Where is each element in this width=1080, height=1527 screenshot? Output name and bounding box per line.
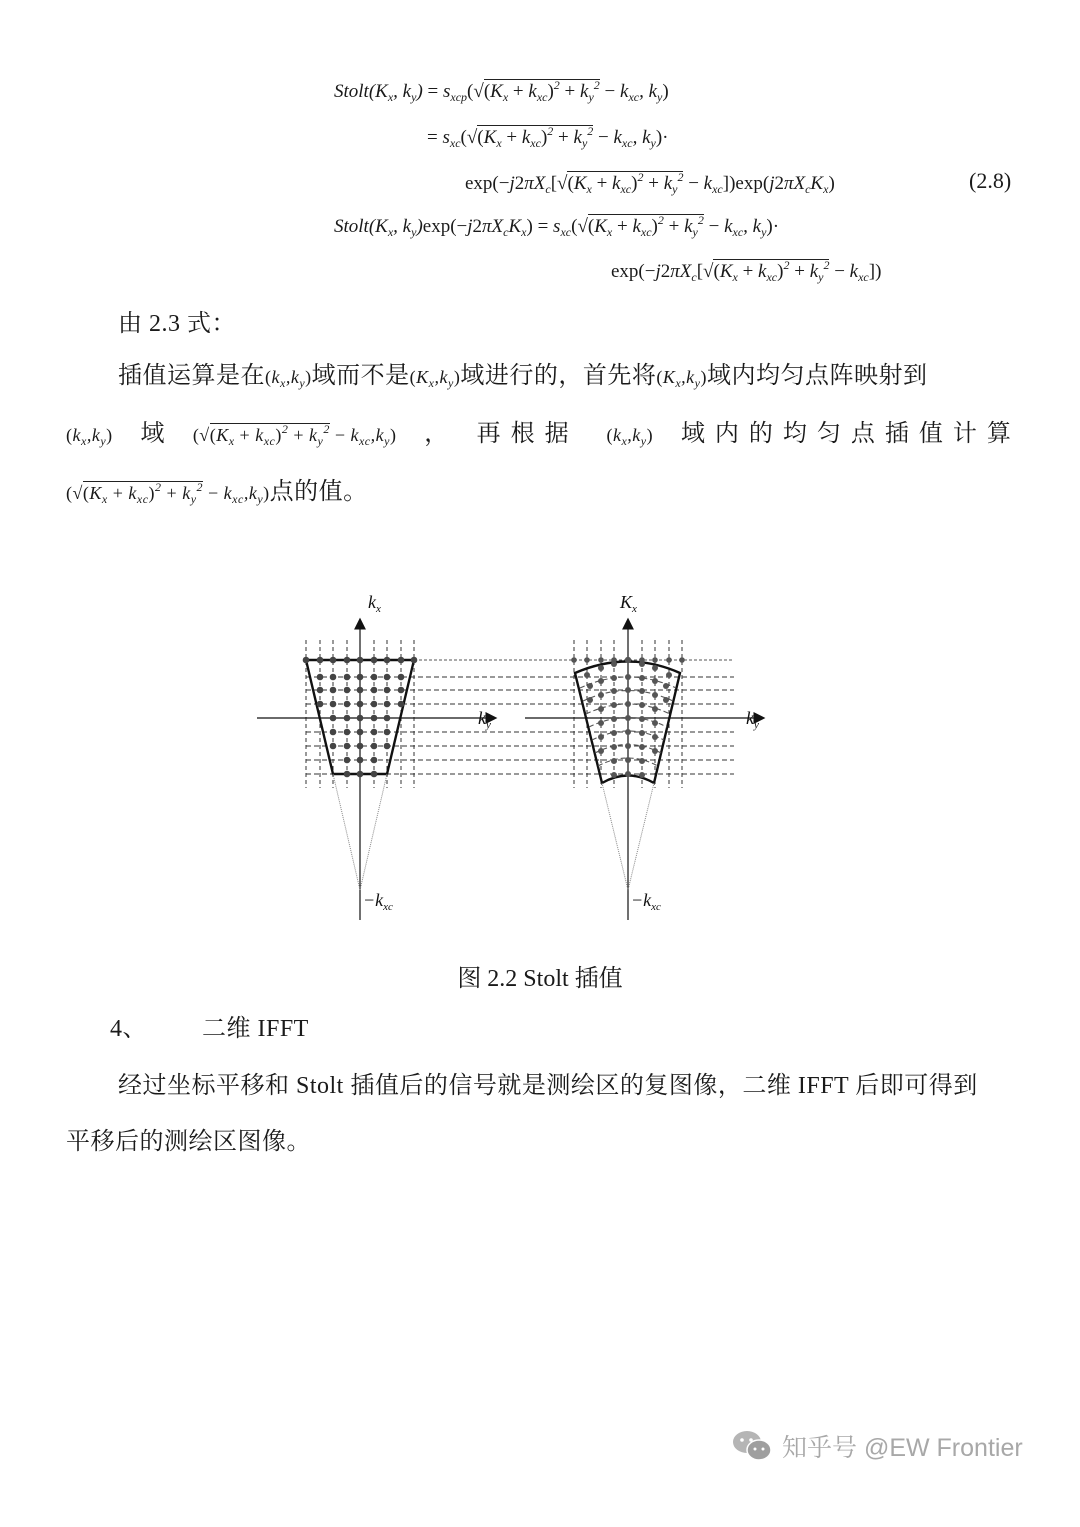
math-inline: $(√(K_x + k_{xc})^2 + k_y^2 - k_{xc},k_y)$ (66, 480, 270, 506)
watermark (732, 1428, 1023, 1464)
math-inline: $(k_x,k_y)$ (265, 367, 312, 390)
equation-line-5: $\exp(-j2\pi X_c[√(K_x + k_{xc})^2 + k_y^2 - k_{xc}])$ (611, 258, 882, 284)
wechat-icon (732, 1429, 772, 1463)
paragraph-line-1 (118, 364, 928, 389)
left-vertical-axis-label: $k_x$ (368, 592, 381, 615)
right-apex-label: $-k_{xc}$ (631, 890, 661, 913)
equation-line-3: $\exp(-j2\pi X_c[√(K_x + k_{xc})^2 + k_y^2 - k_{xc}])\exp(j2\pi X_cK_x)$ (465, 170, 835, 196)
text-segment: 域内的均匀点插值计算 (680, 421, 1021, 447)
right-panel (525, 592, 763, 920)
watermark-text: 知乎号 @EW Frontier (782, 1434, 1023, 1462)
equation-line-1: $Stolt(K_x$, $k_y) = s_{xcp}(√(K_x + k_{xc})^2 + k_y^2 - k_{xc}$, $k_y$) (334, 78, 669, 104)
text-segment: 域 (140, 421, 165, 447)
equation-line-4: $Stolt(K_x$, $k_y)\exp(-j2\pi X_cK_x) = s_{xc}(√(K_x + k_{xc})^2 + k_y^2 - k_{xc}$, $k_y)\cdot$ (334, 213, 780, 239)
figure-caption: 图 2.2 Stolt 插值 (457, 966, 623, 992)
math-inline: $(k_x,k_y)$ (606, 425, 654, 448)
text-segment: ， (424, 421, 449, 447)
text-segment: 再根据 (476, 421, 579, 447)
text-segment: 域进行的，首先将 (460, 363, 657, 389)
section-number: 4、 (110, 1016, 147, 1042)
section-heading (110, 1017, 309, 1041)
section-body-line-1: 经过坐标平移和 Stolt 插值后的信号就是测绘区的复图像，二维 IFFT 后即可得到 (118, 1073, 978, 1099)
right-vertical-axis-label: $K_x$ (620, 592, 637, 615)
math-inline: $(√(K_x + k_{xc})^2 + k_y^2 - k_{xc},k_y)$ (192, 422, 397, 448)
left-horizontal-axis-label: $k_y$ (478, 708, 491, 731)
text-segment: 点的值。 (269, 479, 368, 505)
math-inline: $(k_x,k_y)$ (66, 425, 113, 448)
section-title: 二维 IFFT (202, 1016, 309, 1042)
paragraph-line-3 (66, 480, 368, 505)
left-apex-label: $-k_{xc}$ (363, 890, 393, 913)
stolt-interpolation-figure (250, 580, 830, 930)
section-body-line-2: 平移后的测绘区图像。 (66, 1129, 311, 1155)
equation-line-2: = $s_{xc}(√(K_x + k_{xc})^2 + k_y^2 - k_{xc}$, $k_y)\cdot$ (427, 124, 669, 150)
equation-number: (2.8) (969, 168, 1012, 193)
text-segment: 域内均匀点阵映射到 (707, 363, 928, 389)
math-inline: $(K_x,k_y)$ (409, 367, 461, 390)
math-inline: $(K_x,k_y)$ (656, 367, 707, 390)
right-horizontal-axis-label: $k_y$ (746, 708, 759, 731)
text-segment: 域而不是 (311, 363, 410, 389)
from-equation-text: 由 2.3 式： (118, 311, 236, 337)
left-panel (257, 592, 734, 920)
paragraph-line-2 (66, 422, 1021, 447)
text-segment: 插值运算是在 (118, 363, 265, 389)
